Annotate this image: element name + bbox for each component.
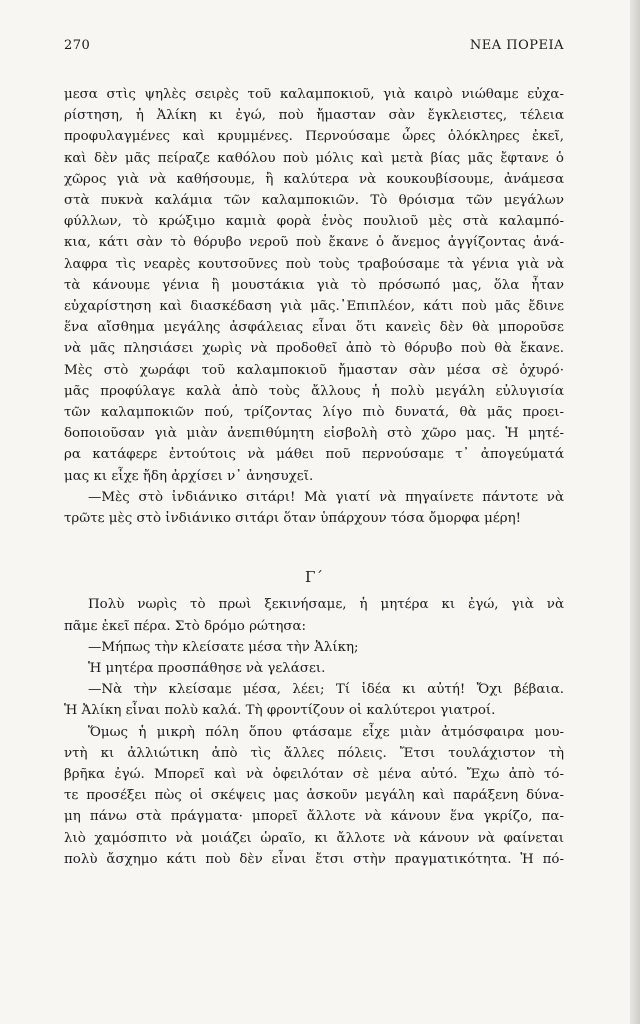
text-line: μη πάνω στὰ πράγματα· μπορεῖ ἄλλοτε νὰ κάνουν ἕνα γκρίζο, πα- <box>64 809 564 825</box>
text-line: πᾶμε ἐκεῖ πέρα. Στὸ δρόμο ρώτησα: <box>64 618 307 634</box>
text-line: φύλλων, τὸ κρώξιμο καμιὰ φορὰ ἑνὸς πουλιοῦ μὲς στὰ καλαμπό- <box>64 214 564 230</box>
text-line: ἕνα αἴσθημα μεγάλης ἀσφάλειας εἶναι ὅτι κανεὶς δὲν θὰ μποροῦσε <box>64 320 564 336</box>
text-line: μας κι εἶχε ἤδη ἀρχίσει ν᾿ ἀνησυχεῖ. <box>64 468 314 484</box>
text-line: στὰ πυκνὰ καλάμια τῶν καλαμποκιῶν. Τὸ θρόισμα τῶν μεγάλων <box>64 193 564 209</box>
narration-line: Ἡ μητέρα προσπάθησε νὰ γελάσει. <box>88 661 326 677</box>
page-gutter-shadow <box>630 0 640 1024</box>
text-line: ντὴ κι ἀλλιώτικη ἀπὸ τὶς ἄλλες πόλεις. Ἔτσι τουλάχιστον τὴ <box>64 745 564 761</box>
text-line: Πολὺ νωρὶς τὸ πρωὶ ξεκινήσαμε, ἡ μητέρα κι ἐγώ, γιὰ νὰ <box>88 597 564 613</box>
text-line: Ὅμως ἡ μικρὴ πόλη ὅπου φτάσαμε εἶχε μιὰν ἀτμόσφαιρα μου- <box>88 724 564 740</box>
text-line: λιὸ χαμόσπιτο νὰ μοιάζει ὡραῖο, κι ἄλλοτε νὰ κάνουν νὰ φαίνεται <box>64 830 564 846</box>
text-line: τε προσέξει πὼς οἱ σκέψεις μας ἀσκοῦν μεγάλη καὶ παράξενη δύνα- <box>64 788 564 804</box>
text-line: μᾶς προφύλαγε καλὰ ἀπὸ τοὺς ἄλλους ἡ πολὺ μεγάλη εὐλυγισία <box>64 383 564 399</box>
text-line: χῶρος γιὰ νὰ καθήσουμε, ἢ καλύτερα νὰ κουκουβίσουμε, ἀνάμεσα <box>64 171 564 187</box>
text-line: δοποιοῦσαν γιὰ μιὰν ἀνεπιθύμητη εἰσβολὴ στὸ χῶρο μας. Ἡ μητέ- <box>64 426 564 442</box>
dialogue-line: —Μήπως τὴν κλείσατε μέσα τὴν Ἀλίκη; <box>88 639 359 655</box>
text-line: λαφρα τὶς νεαρὲς κουτσοῦνες ποὺ τοὺς τραβούσαμε τὰ γένια γιὰ νὰ <box>64 256 564 272</box>
text-line: Ἡ Ἀλίκη εἶναι πολὺ καλά. Τὴ φροντίζουν οἱ καλύτεροι γιατροί. <box>64 703 496 719</box>
text-line: τὰ κάνουμε γένια ἢ μουστάκια γιὰ τὸ πρόσωπό μας, ὅλα ἦταν <box>64 277 564 293</box>
text-line: τρῶτε μὲς στὸ ἰνδιάνικο σιτάρι ὅταν ὑπάρχουν τόσα ὄμορφα μέρη! <box>64 511 522 527</box>
paragraph-5 <box>64 722 564 870</box>
text-line: πολὺ ἄσχημο κάτι ποὺ δὲν εἶναι ἔτσι στὴν πραγματικότητα. Ἡ πό- <box>64 851 564 867</box>
text-line: —Νὰ τὴν κλείσαμε μέσα, λέει; Τί ἰδέα κι αὐτή! Ὄχι βέβαια. <box>88 682 564 698</box>
paragraph-3 <box>64 594 564 636</box>
paragraph-4 <box>64 679 564 721</box>
text-line: τῶν καλαμποκιῶν πού, τρίζοντας λίγο πιὸ δυνατά, θὰ μᾶς προει- <box>64 405 564 421</box>
text-line: Μὲς στὸ χωράφι τοῦ καλαμποκιοῦ ἤμασταν σὰν μέσα σὲ ὀχυρό· <box>64 362 564 378</box>
text-line: προφυλαγμένες καὶ κρυμμένες. Περνούσαμε ὧρες ὁλόκληρες ἐκεῖ, <box>64 129 564 145</box>
text-line: ρα κατάφερε ἐντούτοις νὰ μάθει ποῦ περνούσαμε τ᾿ ἀπογεύματά <box>64 447 564 463</box>
running-title: ΝΕΑ ΠΟΡΕΙΑ <box>469 38 564 53</box>
page-number: 270 <box>64 38 91 53</box>
text-line: ρίστηση, ἡ Ἀλίκη κι ἐγώ, ποὺ ἤμασταν σὰν ἔγκλειστες, τέλεια <box>64 108 564 124</box>
text-line: κια, κάτι σὰν τὸ θόρυβο νεροῦ ποὺ ἔκανε ὁ ἄνεμος ἀγγίζοντας ἀνά- <box>64 235 564 251</box>
text-line: εὐχαρίστηση καὶ διασκέδαση γιὰ μᾶς.᾿Επιπλέον, κάτι ποὺ μᾶς ἔδινε <box>64 299 564 315</box>
paragraph-2 <box>64 487 564 529</box>
body-text <box>64 84 564 870</box>
text-line: —Μὲς στὸ ἰνδιάνικο σιτάρι! Μὰ γιατί νὰ πηγαίνετε πάντοτε νὰ <box>88 489 564 505</box>
text-line: βρῆκα ἐγώ. Μπορεῖ καὶ νὰ ὀφειλόταν σὲ μένα αὐτό. Ἔχω ἀπὸ τό- <box>64 767 564 783</box>
section-heading: Γ΄ <box>305 568 323 587</box>
paragraph-1 <box>64 84 564 487</box>
page-header <box>64 38 564 53</box>
text-line: μεσα στὶς ψηλὲς σειρὲς τοῦ καλαμποκιοῦ, γιὰ καιρὸ νιώθαμε εὐχα- <box>64 87 564 102</box>
text-line: καὶ δὲν μᾶς πείραζε καθόλου ποὺ μόλις καὶ μετὰ βίας μᾶς ἔφτανε ὁ <box>64 150 564 166</box>
text-line: νὰ μᾶς πλησιάσει χωρὶς νὰ προδοθεῖ ἀπὸ τὸ θόρυβο ποὺ θὰ ἔκανε. <box>64 341 564 357</box>
